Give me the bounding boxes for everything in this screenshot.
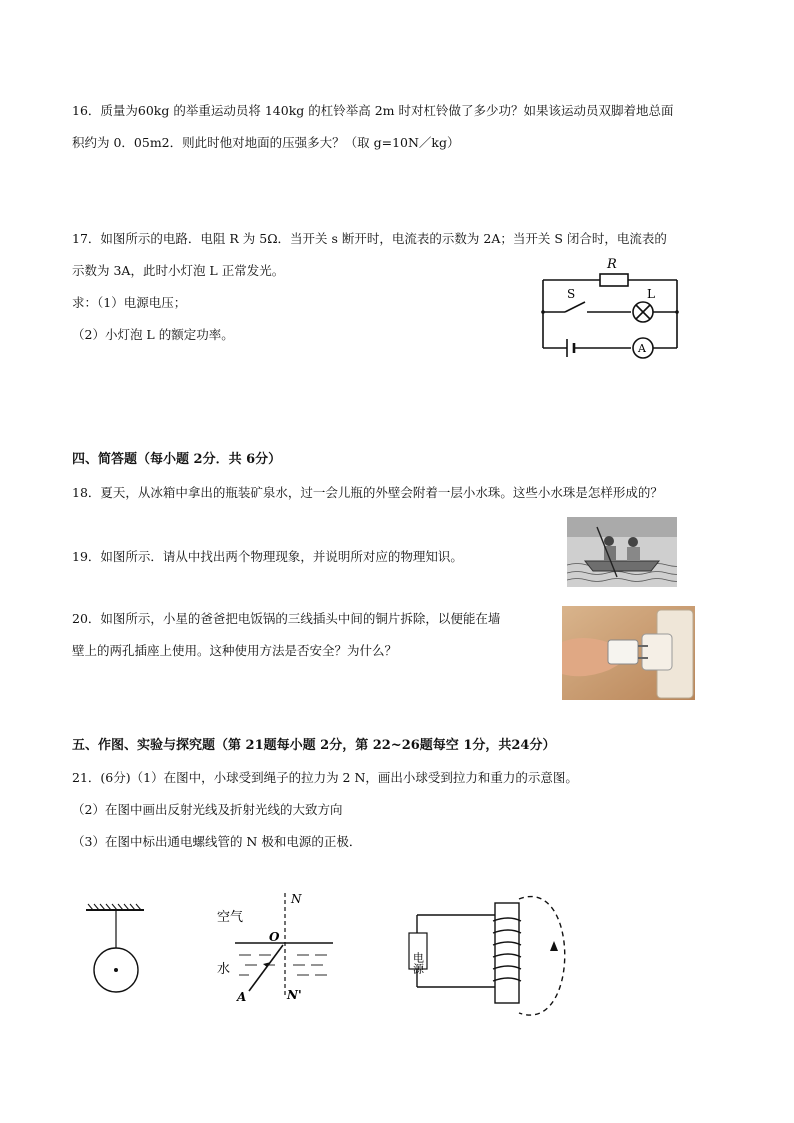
label-R: R [607, 257, 617, 272]
circuit-diagram [535, 250, 685, 365]
q21-line1: 21．(6分)（1）在图中，小球受到绳子的拉力为 2 N，画出小球受到拉力和重力的示意图。 [72, 770, 578, 785]
label-S: S [567, 287, 576, 301]
label-air: 空气 [217, 910, 244, 925]
refraction-figure [215, 885, 340, 1005]
field-arrow-icon [550, 941, 558, 951]
q19-text: 19．如图所示．请从中找出两个物理现象，并说明所对应的物理知识。 [72, 549, 463, 564]
plug-photo [562, 606, 695, 700]
q16-line2: 积约为 0．05m2．则此时他对地面的压强多大？（取 g=10N／kg） [72, 135, 460, 150]
junction-dot-left [541, 310, 545, 314]
boat-rowing-image [567, 517, 677, 587]
label-A: A [638, 342, 646, 355]
label-N: N [291, 892, 302, 906]
label-power-source: 电源 [411, 952, 425, 974]
section5-heading: 五、作图、实验与探究题（第 21题每小题 2分，第 22~26题每空 1分，共24分） [72, 738, 556, 753]
q20-line2: 壁上的两孔插座上使用。这种使用方法是否安全？为什么？ [72, 643, 398, 658]
q18-text: 18．夏天，从冰箱中拿出的瓶装矿泉水，过一会儿瓶的外壁会附着一层小水珠。这些小水珠是怎样形成的？ [72, 485, 663, 500]
label-L: L [647, 287, 655, 301]
q17-line3: 求：（1）电源电压； [72, 295, 187, 310]
label-water: 水 [217, 962, 231, 977]
solenoid-figure [405, 885, 575, 1025]
q17-line1: 17．如图所示的电路．电阻 R 为 5Ω．当开关 s 断开时，电流表的示数为 2A；当开关 S 闭合时，电流表的 [72, 231, 667, 246]
q17-line2: 示数为 3A，此时小灯泡 L 正常发光。 [72, 263, 285, 278]
label-O: O [269, 930, 280, 944]
q21-line3: （3）在图中标出通电螺线管的 N 极和电源的正极． [72, 834, 362, 849]
q21-line2: （2）在图中画出反射光线及折射光线的大致方向 [72, 802, 343, 817]
q16-line1: 16．质量为60kg 的举重运动员将 140kg 的杠铃举高 2m 时对杠铃做了多少功？如果该运动员双脚着地总面 [72, 103, 674, 118]
hanging-ball-figure [80, 902, 160, 1002]
section4-heading: 四、简答题（每小题 2分．共 6分） [72, 452, 282, 467]
junction-dot-right [675, 310, 679, 314]
label-N-prime: N' [287, 988, 302, 1002]
q17-line4: （2）小灯泡 L 的额定功率。 [72, 327, 234, 342]
q20-line1: 20．如图所示，小星的爸爸把电饭锅的三线插头中间的铜片拆除，以便能在墙 [72, 611, 501, 626]
label-A: A [237, 990, 247, 1004]
